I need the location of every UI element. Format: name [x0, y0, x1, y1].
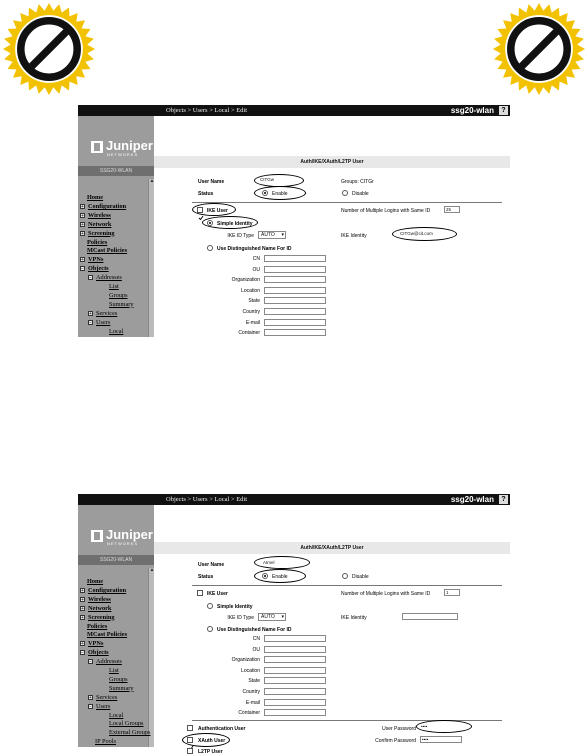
- sidebar-item-summary[interactable]: Summary: [109, 684, 134, 692]
- dn-cn-input[interactable]: [264, 635, 326, 642]
- ike-id-type-select[interactable]: [258, 613, 286, 621]
- dn-organization-input[interactable]: [264, 656, 326, 663]
- ike-id-type-label: IKE ID Type: [227, 233, 254, 239]
- device-bar: SSG20-WLAN: [78, 555, 154, 565]
- l2tp-user-checkbox[interactable]: [187, 748, 193, 754]
- sidebar-item-network[interactable]: Network: [88, 604, 112, 612]
- sidebar-item-home[interactable]: Home: [87, 578, 104, 585]
- sidebar-item-policies[interactable]: Policies: [87, 238, 108, 246]
- dn-cn-input[interactable]: [264, 255, 326, 262]
- sidebar-item-addresses[interactable]: Addresses: [96, 658, 122, 666]
- status-disable-label: Disable: [352, 191, 369, 197]
- sidebar-item-groups[interactable]: Groups: [109, 291, 128, 299]
- expander-icon[interactable]: −: [89, 319, 92, 326]
- sidebar-item-home[interactable]: Home: [87, 194, 104, 201]
- dn-state-input[interactable]: [264, 297, 326, 304]
- ike-id-type-value: AUTO: [261, 232, 275, 238]
- chevron-down-icon: ▾: [281, 614, 284, 620]
- dn-ou-input[interactable]: [264, 646, 326, 653]
- multi-logins-input[interactable]: 25: [444, 206, 460, 213]
- sidebar-item-network[interactable]: Network: [88, 220, 112, 228]
- multi-logins-label: Number of Multiple Logins with Same ID: [341, 208, 431, 214]
- user-name-label: User Name: [198, 562, 225, 568]
- sidebar-item-services[interactable]: Services: [96, 309, 118, 317]
- groups-label: Groups: CITGr: [341, 179, 374, 185]
- dn-field-label: E-mail: [245, 699, 260, 706]
- sidebar-item-summary[interactable]: Summary: [109, 300, 134, 308]
- status-enable-label: Enable: [272, 574, 288, 580]
- form-area: [154, 505, 510, 755]
- breadcrumb: Objects > Users > Local > Edit: [166, 107, 248, 114]
- use-dn-label: Use Distinguished Name For ID: [217, 246, 292, 252]
- dn-email-input[interactable]: [264, 319, 326, 326]
- user-name-label: User Name: [198, 179, 225, 185]
- dn-field-label: Organization: [231, 277, 260, 284]
- sidebar-item-local[interactable]: Local: [109, 711, 124, 719]
- sidebar-item-policies[interactable]: Policies: [87, 622, 108, 630]
- expander-icon[interactable]: +: [89, 310, 92, 317]
- logo-subtext: NETWORKS: [107, 152, 139, 157]
- ike-id-type-value: AUTO: [261, 614, 275, 620]
- use-dn-label: Use Distinguished Name For ID: [217, 627, 292, 633]
- device-bar: SSG20-WLAN: [78, 166, 154, 176]
- dn-container-input[interactable]: [264, 329, 326, 336]
- user-password-label: User Password: [382, 726, 416, 732]
- status-disable-label: Disable: [352, 574, 369, 580]
- sidebar-item-addresses[interactable]: Addresses: [96, 274, 122, 282]
- use-dn-radio[interactable]: [207, 245, 213, 251]
- ike-id-type-label: IKE ID Type: [227, 615, 254, 621]
- screenshot-top: [78, 105, 510, 337]
- highlight-ellipse: [254, 186, 306, 200]
- screenshot-bottom: [78, 494, 510, 755]
- dn-organization-input[interactable]: [264, 276, 326, 283]
- logo-text: Juniper: [106, 527, 153, 542]
- juniper-logo: [90, 527, 153, 549]
- chevron-down-icon: ▾: [281, 232, 284, 238]
- ike-identity-input[interactable]: CITGw@cit.com: [399, 231, 449, 238]
- sidebar-item-wireless[interactable]: Wireless: [88, 211, 111, 219]
- ike-identity-label: IKE Identity: [341, 615, 367, 621]
- form-heading: Auth/IKE/XAuth/L2TP User: [154, 156, 510, 168]
- expander-icon[interactable]: +: [81, 614, 84, 621]
- ike-identity-input[interactable]: [402, 613, 458, 620]
- highlight-ellipse: [182, 733, 230, 747]
- sidebar-item-users[interactable]: Users: [96, 702, 111, 710]
- help-button[interactable]: ?: [499, 106, 508, 115]
- user-name-input[interactable]: Atmel: [262, 560, 300, 567]
- sidebar-item-objects[interactable]: Objects: [88, 649, 109, 657]
- logo-subtext: NETWORKS: [107, 541, 139, 546]
- highlight-ellipse: [392, 227, 457, 241]
- expander-icon[interactable]: −: [89, 703, 92, 710]
- expander-icon[interactable]: −: [89, 659, 92, 666]
- dn-field-label: Country: [242, 309, 260, 315]
- sidebar-item-objects[interactable]: Objects: [88, 265, 109, 273]
- dn-field-label: OU: [252, 266, 260, 273]
- prohibition-badge-right: [492, 2, 586, 96]
- breadcrumb: Objects > Users > Local > Edit: [166, 496, 248, 503]
- dn-field-label: Container: [238, 330, 260, 337]
- sidebar-item-screening[interactable]: Screening: [88, 229, 115, 237]
- divider: [192, 202, 502, 203]
- sidebar-item-list[interactable]: List: [109, 283, 119, 290]
- highlight-ellipse: [254, 556, 310, 569]
- dn-country-input[interactable]: [264, 688, 326, 695]
- logo-text: Juniper: [106, 138, 153, 153]
- expander-icon[interactable]: +: [81, 221, 84, 228]
- highlight-ellipse: [254, 569, 306, 583]
- expander-icon[interactable]: +: [89, 694, 92, 701]
- divider: [192, 585, 502, 586]
- dn-field-label: Organization: [231, 657, 260, 664]
- dn-location-input[interactable]: [264, 287, 326, 294]
- dn-field-label: CN: [252, 636, 260, 642]
- sidebar-item-vpns[interactable]: VPNs: [88, 640, 104, 648]
- device-name: ssg20-wlan: [450, 495, 494, 504]
- status-label: Status: [198, 574, 214, 580]
- expander-icon[interactable]: +: [81, 605, 84, 612]
- expander-icon[interactable]: +: [81, 212, 84, 219]
- dn-field-label: Country: [242, 689, 260, 695]
- juniper-mark-icon: [90, 529, 104, 543]
- dn-location-input[interactable]: [264, 667, 326, 674]
- confirm-password-label: Confirm Password: [375, 738, 416, 744]
- dn-country-input[interactable]: [264, 308, 326, 315]
- title-bar: [78, 494, 510, 505]
- expander-icon[interactable]: +: [81, 596, 84, 603]
- expander-icon[interactable]: −: [89, 275, 92, 282]
- sidebar-item-mcast-policies[interactable]: MCast Policies: [87, 631, 128, 639]
- l2tp-user-label: L2TP User: [198, 749, 223, 755]
- expander-icon[interactable]: +: [81, 257, 84, 264]
- status-enable-label: Enable: [272, 191, 288, 197]
- simple-identity-label: Simple Identity: [217, 604, 253, 610]
- dn-container-input[interactable]: [264, 709, 326, 716]
- user-name-input[interactable]: CITGw: [259, 177, 297, 184]
- dn-field-label: OU: [252, 646, 260, 653]
- sidebar-item-vpns[interactable]: VPNs: [88, 256, 104, 264]
- sidebar-item-configuration[interactable]: Configuration: [88, 586, 127, 594]
- sidebar-item-ip-pools[interactable]: IP Pools: [95, 738, 116, 746]
- expander-icon[interactable]: +: [81, 587, 84, 594]
- sidebar-item-groups[interactable]: Groups: [109, 675, 128, 683]
- auth-user-label: Authentication User: [198, 726, 246, 732]
- sidebar: [78, 116, 154, 337]
- sidebar-item-local[interactable]: Local: [109, 327, 124, 335]
- expander-icon[interactable]: −: [81, 650, 84, 657]
- ike-user-label: IKE User: [207, 591, 228, 597]
- sidebar-item-services[interactable]: Services: [96, 693, 118, 701]
- multi-logins-input[interactable]: 1: [444, 589, 460, 596]
- ike-identity-label: IKE Identity: [341, 233, 367, 239]
- confirm-password-input[interactable]: ••••: [420, 736, 462, 743]
- device-name: ssg20-wlan: [450, 106, 494, 115]
- dn-state-input[interactable]: [264, 677, 326, 684]
- badge-sunburst-icon: [493, 3, 585, 95]
- prohibition-badge-left: [2, 2, 96, 96]
- sidebar-item-local-groups[interactable]: Local Groups: [109, 720, 144, 728]
- status-label: Status: [198, 191, 214, 197]
- user-password-input[interactable]: ••••: [420, 724, 462, 731]
- expander-icon[interactable]: +: [81, 203, 84, 210]
- sidebar: [78, 505, 154, 747]
- status-disable-radio[interactable]: [342, 573, 348, 579]
- dn-ou-input[interactable]: [264, 266, 326, 273]
- ike-user-label: IKE User: [207, 208, 228, 214]
- simple-identity-label: Simple Identity: [217, 221, 253, 227]
- dn-field-label: State: [248, 298, 260, 305]
- dn-field-label: Container: [238, 710, 260, 717]
- dn-email-input[interactable]: [264, 699, 326, 706]
- sidebar-item-users[interactable]: Users: [96, 318, 111, 326]
- status-disable-radio[interactable]: [342, 190, 348, 196]
- juniper-mark-icon: [90, 140, 104, 154]
- simple-identity-radio[interactable]: [207, 603, 213, 609]
- use-dn-radio[interactable]: [207, 626, 213, 632]
- scroll-up-icon[interactable]: ▲: [149, 179, 155, 184]
- badge-sunburst-icon: [3, 3, 95, 95]
- form-heading: Auth/IKE/XAuth/L2TP User: [154, 542, 510, 554]
- highlight-ellipse: [192, 203, 236, 216]
- auth-user-checkbox[interactable]: [187, 725, 193, 731]
- sidebar-item-screening[interactable]: Screening: [88, 613, 115, 621]
- sidebar-item-wireless[interactable]: Wireless: [88, 595, 111, 603]
- expander-icon[interactable]: −: [81, 266, 84, 273]
- sidebar-item-list[interactable]: List: [109, 667, 119, 674]
- ike-id-type-select[interactable]: [258, 231, 286, 239]
- dn-field-label: Location: [241, 667, 260, 674]
- dn-field-label: State: [248, 678, 260, 685]
- highlight-ellipse: [416, 720, 472, 733]
- sidebar-item-configuration[interactable]: Configuration: [88, 202, 127, 210]
- dn-field-label: E-mail: [245, 319, 260, 326]
- sidebar-item-mcast-policies[interactable]: MCast Policies: [87, 247, 128, 255]
- dn-field-label: Location: [241, 287, 260, 294]
- multi-logins-label: Number of Multiple Logins with Same ID: [341, 591, 431, 597]
- expander-icon[interactable]: +: [81, 230, 84, 237]
- expander-icon[interactable]: +: [81, 641, 84, 648]
- juniper-logo: [90, 138, 153, 160]
- sidebar-item-external-groups[interactable]: External Groups: [109, 729, 151, 737]
- ike-user-checkbox[interactable]: [197, 590, 203, 596]
- title-bar: [78, 105, 510, 116]
- xauth-user-label: XAuth User: [198, 738, 226, 744]
- help-button[interactable]: ?: [499, 495, 508, 504]
- highlight-ellipse: [202, 216, 258, 229]
- scroll-up-icon[interactable]: ▲: [149, 568, 155, 573]
- form-area: [154, 116, 510, 337]
- dn-field-label: CN: [252, 256, 260, 262]
